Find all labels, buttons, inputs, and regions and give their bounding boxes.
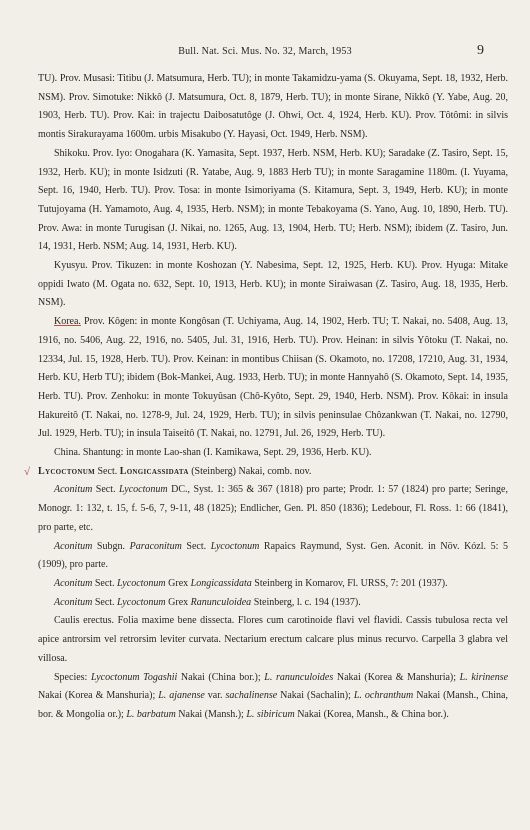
korea-text: Prov. Kôgen: in monte Kongôsan (T. Uchiyama, Aug. 14, 1902, Herb. TU; T. Nakai, no. 5408, Aug. 13, 1916, no. 5406, Aug. 22, 1916, no. 5405, Jul. 31, 1916, Herb. TU). Prov. Heinan: in silvis Yôtoku (T. Nakai, no. 12334, Jul. 15, 1928, Herb. TU). Prov. Keinan: in montibus Chiisan (S. Okamoto, no. 17208, 17210, Aug. 31, 1934, Herb. KU, Herb TU); ibidem (Bok-Mankei, Aug. 1933, Herb. TU); in monte Hannyahô (S. Okamoto, Sept. 14, 1935, Herb. TU). Prov. Zenhoku: in monte Tokuyûsan (Chô-Kyôto, Sept. 29, 1940, Herb. NSM). Prov. Kôkai: in insula Hakureitô (T. Nakai, no. 1278-9, Jul. 24, 1929, Herb. TU); in silvis peninsulae Chôzankwan (T. Nakai, no. 12790, Jul. 1929, Herb. TU); in insula Taiseitô (T. Nakai, no. 12791, Jul. 26, 1929, Herb. TU). [38, 316, 508, 440]
synonym-rank: Grex [165, 596, 191, 608]
synonym-rank: Subgn. [92, 540, 130, 552]
synonym-epithet: Longicassidata [190, 577, 252, 589]
paragraph-shikoku: Shikoku. Prov. Iyo: Onogahara (K. Yamasita, Sept. 1937, Herb. NSM, Herb. KU); Saradake (Z. Tasiro, Sept. 15, 1932, Herb. KU); in monte Isidzuti (R. Yatabe, Aug. 9, 1883 Herb TU); in monte Saragamine 1180m. (I. Yuyama, Sept. 16, 1940, Herb. TU). Prov. Tosa: in monte Isimoriyama (S. Kitamura, Sept. 3, 1949, Herb. KU); in monte Tutujoyama (H. Yamamoto, Aug. 4, 1935, Herb. NSM); in monte Tebakoyama (S. Yano, Aug. 10, 1890, Herb. TU). Prov. Awa: in monte Turugisan (J. Nikai, no. 1265, Aug. 13, 1904, Herb. TU; Herb. NSM); ibidem (Z. Tasiro, Jun. 14, 1931, Herb. NSM; Aug. 14, 1931, Herb. KU). [38, 147, 508, 253]
species-range: Nakai (Korea & Manshuria); [38, 690, 159, 702]
paragraph-honshu-continued: TU). Prov. Musasi: Titibu (J. Matsumura, Herb. TU); in monte Takamidzu-yama (S. Okuyama, Sept. 18, 1932, Herb. NSM). Prov. Simotuke: Nikkô (J. Matsumura, Oct. 8, 1879, Herb. TU); in monte Sirane, Nikkô (Y. Yabe, Aug. 20, 1903, Herb. TU). Prov. Kai: in trajectu Daibosatutôge (J. Ohwi, Oct. 4, 1924, Herb. KU). Prov. Tôtômi: in silvis montis Sirakurayama 1600m. urbis Misakubo (Y. Hayasi, Oct. 1949, Herb. NSM). [38, 73, 508, 141]
species-name: L. barbatum [126, 708, 176, 720]
synonym-rank: Sect. [92, 596, 118, 608]
species-range: Nakai (Korea & Manshuria); [333, 671, 460, 683]
synonym-2 [38, 538, 508, 575]
paragraph-kyusyu: Kyusyu. Prov. Tikuzen: in monte Koshozan (Y. Nabesima, Sept. 12, 1925, Herb. KU). Prov. Hyuga: Mitake oppidi Iwato (M. Ogata no. 632, Sept. 10, 1913, Herb. KU); in monte Siraiwasan (Z. Tasiro, Aug. 18, 1935, Herb. NSM). [38, 260, 508, 309]
synonym-rank: Sect. [92, 484, 120, 496]
synonym-rank: Sect. [181, 540, 211, 552]
synonym-epithet: Lycoctonum [117, 596, 166, 608]
synonym-genus: Aconitum [54, 484, 93, 496]
species-list [38, 669, 508, 725]
species-name: L. kirinense [459, 671, 509, 683]
synonym-3 [38, 575, 508, 594]
running-head: Bull. Nat. Sci. Mus. No. 32, March, 1953 [178, 46, 352, 57]
page-number: 9 [477, 43, 484, 58]
synonym-epithet: Ranunculoidea [190, 596, 252, 608]
species-range: Nakai (Korea, Mansh., & China bor.). [294, 708, 449, 720]
korea-heading: Korea. [54, 316, 81, 328]
synonym-citation: Rapaics Raymund, Syst. Gen. Aconit. in Növ. Kózl. 5: 5 (1909), pro parte. [38, 540, 508, 571]
taxon-authority: (Steinberg) Nakai, comb. nov. [188, 465, 312, 477]
species-name: L. ajanense [158, 690, 205, 702]
synonym-citation: Steinberg in Komarov, Fl. URSS, 7: 201 (1937). [251, 577, 448, 589]
description: Caulis erectus. Folia maxime bene dissecta. Flores cum carotinoide flavi vel flavidi. Cassis tubulosa recta vel apice antrorsim vel retrorsim leviter curvata. Nectarium erectum calcare plus minus recurvo. Carpella 3 glabra vel villosa. [38, 615, 508, 664]
synonym-genus: Aconitum [54, 540, 93, 552]
species-range: Nakai (Sachalin); [277, 690, 354, 702]
synonym-epithet: Lycoctonum [117, 577, 166, 589]
checkmark-annotation: √ [24, 465, 31, 478]
synonym-citation: DC., Syst. 1: 365 & 367 (1818) pro parte; Prodr. 1: 57 (1824) pro parte; Seringe, Monogr. 1: 132, t. 15, f. 5-6, 7, 9-11, 48 (1825); Endlicher, Gen. Pl. 850 (1836); Ledebour, Fl. Ross. 1: 66 (1841), pro parte, etc. [38, 484, 509, 533]
synonym-1 [38, 481, 508, 537]
taxon-sect: Sect. [95, 465, 120, 477]
synonym-citation: Steinberg, l. c. 194 (1937). [251, 596, 361, 608]
species-range: Nakai (Mansh.); [175, 708, 247, 720]
taxon-heading [24, 463, 508, 482]
synonym-epithet: Lycoctonum [119, 484, 168, 496]
paragraph-korea [38, 313, 508, 444]
species-range: Nakai (China bor.); [177, 671, 265, 683]
synonym-epithet: Paraconitum [129, 540, 182, 552]
synonym-rank: Grex [165, 577, 191, 589]
species-range: Nakai (Mansh., China, bor. & Mongolia or.); [38, 690, 508, 720]
synonym-epithet: Lycoctonum [210, 540, 260, 552]
synonym-genus: Aconitum [54, 596, 93, 608]
species-rank: var. [204, 690, 226, 702]
species-name: Lycoctonum Togashii [90, 671, 178, 683]
genus-name: Lycoctonum [38, 465, 95, 477]
species-label: Species: [54, 671, 91, 683]
species-name: L. ranunculoides [264, 671, 334, 683]
synonym-rank: Sect. [92, 577, 118, 589]
section-name: Longicassidata [119, 465, 189, 477]
body-text [24, 70, 509, 725]
paragraph-china: China. Shantung: in monte Lao-shan (I. Kamikawa, Sept. 29, 1936, Herb. KU). [54, 447, 372, 459]
species-name: sachalinense [225, 690, 278, 702]
species-name: L. sibiricum [246, 708, 295, 720]
species-name: L. ochranthum [353, 690, 414, 702]
synonym-genus: Aconitum [54, 577, 93, 589]
synonym-4 [38, 594, 508, 613]
